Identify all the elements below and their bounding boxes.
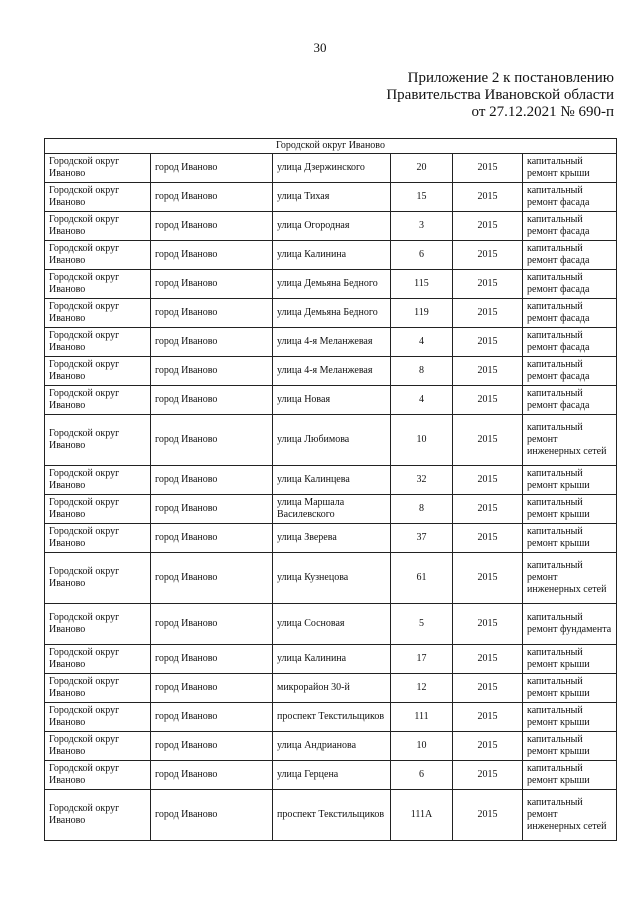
work-type-cell: капитальный ремонт крыши: [523, 761, 617, 790]
municipality-cell: Городской округ Иваново: [45, 761, 151, 790]
settlement-cell: город Иваново: [151, 553, 273, 604]
street-cell: улица Любимова: [273, 415, 391, 466]
house-number-cell: 5: [391, 604, 453, 645]
house-number-cell: 8: [391, 357, 453, 386]
work-type-cell: капитальный ремонт инженерных сетей: [523, 790, 617, 841]
header-line-3: от 27.12.2021 № 690-п: [471, 104, 614, 120]
settlement-cell: город Иваново: [151, 790, 273, 841]
work-type-cell: капитальный ремонт крыши: [523, 674, 617, 703]
settlement-cell: город Иваново: [151, 183, 273, 212]
work-type-cell: капитальный ремонт крыши: [523, 703, 617, 732]
municipality-cell: Городской округ Иваново: [45, 604, 151, 645]
work-type-cell: капитальный ремонт фасада: [523, 183, 617, 212]
house-number-cell: 111: [391, 703, 453, 732]
table-row: [45, 645, 617, 674]
header-line-2: Правительства Ивановской области: [386, 87, 614, 103]
table-row: [45, 299, 617, 328]
house-number-cell: 4: [391, 328, 453, 357]
house-number-cell: 12: [391, 674, 453, 703]
year-cell: 2015: [453, 270, 523, 299]
street-cell: улица Андрианова: [273, 732, 391, 761]
house-number-cell: 10: [391, 415, 453, 466]
settlement-cell: город Иваново: [151, 732, 273, 761]
municipality-cell: Городской округ Иваново: [45, 524, 151, 553]
house-number-cell: 4: [391, 386, 453, 415]
year-cell: 2015: [453, 183, 523, 212]
table-row: [45, 386, 617, 415]
table-row: [45, 466, 617, 495]
municipality-cell: Городской округ Иваново: [45, 357, 151, 386]
work-type-cell: капитальный ремонт фасада: [523, 270, 617, 299]
settlement-cell: город Иваново: [151, 703, 273, 732]
year-cell: 2015: [453, 212, 523, 241]
table-row: [45, 674, 617, 703]
municipality-cell: Городской округ Иваново: [45, 466, 151, 495]
municipality-cell: Городской округ Иваново: [45, 732, 151, 761]
table-row: [45, 183, 617, 212]
house-number-cell: 6: [391, 241, 453, 270]
work-type-cell: капитальный ремонт крыши: [523, 732, 617, 761]
table-row: [45, 524, 617, 553]
table-row: [45, 270, 617, 299]
year-cell: 2015: [453, 328, 523, 357]
year-cell: 2015: [453, 357, 523, 386]
table-row: [45, 328, 617, 357]
street-cell: проспект Текстильщиков: [273, 703, 391, 732]
municipality-cell: Городской округ Иваново: [45, 790, 151, 841]
table-row: [45, 357, 617, 386]
settlement-cell: город Иваново: [151, 241, 273, 270]
section-title: Городской округ Иваново: [45, 139, 617, 154]
street-cell: улица Тихая: [273, 183, 391, 212]
work-type-cell: капитальный ремонт фасада: [523, 299, 617, 328]
year-cell: 2015: [453, 524, 523, 553]
work-type-cell: капитальный ремонт крыши: [523, 154, 617, 183]
year-cell: 2015: [453, 703, 523, 732]
work-type-cell: капитальный ремонт крыши: [523, 524, 617, 553]
work-type-cell: капитальный ремонт фасада: [523, 357, 617, 386]
street-cell: улица Зверева: [273, 524, 391, 553]
year-cell: 2015: [453, 732, 523, 761]
street-cell: проспект Текстильщиков: [273, 790, 391, 841]
work-type-cell: капитальный ремонт крыши: [523, 645, 617, 674]
settlement-cell: город Иваново: [151, 357, 273, 386]
house-number-cell: 61: [391, 553, 453, 604]
street-cell: улица Герцена: [273, 761, 391, 790]
municipality-cell: Городской округ Иваново: [45, 645, 151, 674]
street-cell: улица Демьяна Бедного: [273, 299, 391, 328]
year-cell: 2015: [453, 241, 523, 270]
house-number-cell: 10: [391, 732, 453, 761]
settlement-cell: город Иваново: [151, 466, 273, 495]
page-number: 30: [313, 40, 327, 55]
municipality-cell: Городской округ Иваново: [45, 553, 151, 604]
year-cell: 2015: [453, 604, 523, 645]
municipality-cell: Городской округ Иваново: [45, 241, 151, 270]
settlement-cell: город Иваново: [151, 524, 273, 553]
table-row: [45, 495, 617, 524]
year-cell: 2015: [453, 553, 523, 604]
street-cell: улица Калинина: [273, 241, 391, 270]
year-cell: 2015: [453, 386, 523, 415]
street-cell: улица Кузнецова: [273, 553, 391, 604]
table-row: [45, 241, 617, 270]
settlement-cell: город Иваново: [151, 415, 273, 466]
house-number-cell: 15: [391, 183, 453, 212]
section-row: [45, 139, 617, 154]
work-type-cell: капитальный ремонт фасада: [523, 212, 617, 241]
municipality-cell: Городской округ Иваново: [45, 674, 151, 703]
house-number-cell: 111А: [391, 790, 453, 841]
street-cell: улица Огородная: [273, 212, 391, 241]
settlement-cell: город Иваново: [151, 386, 273, 415]
street-cell: улица Сосновая: [273, 604, 391, 645]
work-type-cell: капитальный ремонт фасада: [523, 386, 617, 415]
table-row: [45, 761, 617, 790]
house-number-cell: 20: [391, 154, 453, 183]
street-cell: улица Калинцева: [273, 466, 391, 495]
street-cell: улица 4-я Меланжевая: [273, 328, 391, 357]
work-type-cell: капитальный ремонт фасада: [523, 328, 617, 357]
house-number-cell: 37: [391, 524, 453, 553]
house-number-cell: 115: [391, 270, 453, 299]
street-cell: улица Дзержинского: [273, 154, 391, 183]
header-line-1: Приложение 2 к постановлению: [407, 70, 614, 86]
year-cell: 2015: [453, 761, 523, 790]
table-row: [45, 212, 617, 241]
year-cell: 2015: [453, 645, 523, 674]
table-row: [45, 553, 617, 604]
municipality-cell: Городской округ Иваново: [45, 495, 151, 524]
settlement-cell: город Иваново: [151, 154, 273, 183]
year-cell: 2015: [453, 299, 523, 328]
year-cell: 2015: [453, 674, 523, 703]
municipality-cell: Городской округ Иваново: [45, 183, 151, 212]
settlement-cell: город Иваново: [151, 645, 273, 674]
work-type-cell: капитальный ремонт инженерных сетей: [523, 553, 617, 604]
municipality-cell: Городской округ Иваново: [45, 270, 151, 299]
street-cell: микрорайон 30-й: [273, 674, 391, 703]
table-row: [45, 154, 617, 183]
house-number-cell: 32: [391, 466, 453, 495]
year-cell: 2015: [453, 790, 523, 841]
table-row: [45, 415, 617, 466]
street-cell: улица 4-я Меланжевая: [273, 357, 391, 386]
street-cell: улица Маршала Василевского: [273, 495, 391, 524]
work-type-cell: капитальный ремонт крыши: [523, 495, 617, 524]
house-number-cell: 6: [391, 761, 453, 790]
table-row: [45, 732, 617, 761]
house-number-cell: 119: [391, 299, 453, 328]
work-type-cell: капитальный ремонт фасада: [523, 241, 617, 270]
work-type-cell: капитальный ремонт крыши: [523, 466, 617, 495]
settlement-cell: город Иваново: [151, 761, 273, 790]
settlement-cell: город Иваново: [151, 604, 273, 645]
municipality-cell: Городской округ Иваново: [45, 299, 151, 328]
municipality-cell: Городской округ Иваново: [45, 415, 151, 466]
house-number-cell: 17: [391, 645, 453, 674]
settlement-cell: город Иваново: [151, 299, 273, 328]
municipality-cell: Городской округ Иваново: [45, 212, 151, 241]
street-cell: улица Демьяна Бедного: [273, 270, 391, 299]
settlement-cell: город Иваново: [151, 212, 273, 241]
year-cell: 2015: [453, 466, 523, 495]
table-row: [45, 790, 617, 841]
house-number-cell: 3: [391, 212, 453, 241]
housing-repair-table: [44, 138, 617, 841]
municipality-cell: Городской округ Иваново: [45, 154, 151, 183]
table-row: [45, 703, 617, 732]
document-header: [386, 70, 614, 121]
settlement-cell: город Иваново: [151, 674, 273, 703]
year-cell: 2015: [453, 415, 523, 466]
street-cell: улица Калинина: [273, 645, 391, 674]
municipality-cell: Городской округ Иваново: [45, 386, 151, 415]
year-cell: 2015: [453, 495, 523, 524]
house-number-cell: 8: [391, 495, 453, 524]
settlement-cell: город Иваново: [151, 270, 273, 299]
municipality-cell: Городской округ Иваново: [45, 703, 151, 732]
street-cell: улица Новая: [273, 386, 391, 415]
work-type-cell: капитальный ремонт фундамента: [523, 604, 617, 645]
year-cell: 2015: [453, 154, 523, 183]
settlement-cell: город Иваново: [151, 495, 273, 524]
work-type-cell: капитальный ремонт инженерных сетей: [523, 415, 617, 466]
settlement-cell: город Иваново: [151, 328, 273, 357]
table-row: [45, 604, 617, 645]
municipality-cell: Городской округ Иваново: [45, 328, 151, 357]
